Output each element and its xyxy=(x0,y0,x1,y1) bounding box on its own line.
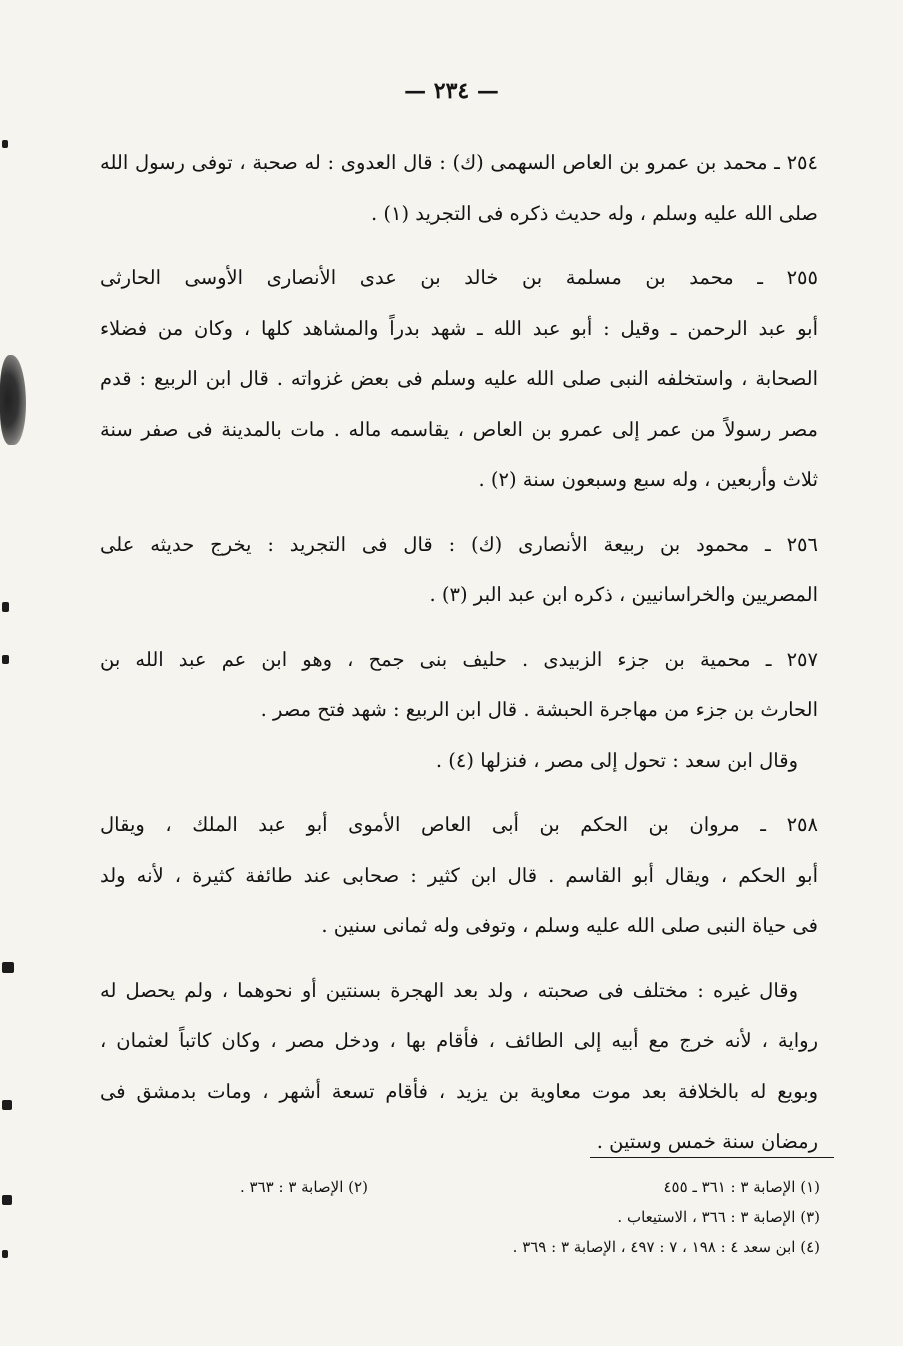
entry-254 xyxy=(100,138,818,239)
text-line: وبويع له بالخلافة بعد موت معاوية بن يزيد ، فأقام تسعة أشهر ، ومات بدمشق فى xyxy=(100,1079,818,1103)
footnote-row xyxy=(240,1232,820,1262)
text-line: الحارث بن جزء من مهاجرة الحبشة . قال ابن الربيع : شهد فتح مصر . xyxy=(260,698,818,721)
entry-255 xyxy=(100,253,818,506)
ink-blot xyxy=(0,355,26,445)
body-text xyxy=(100,138,818,1168)
margin-mark xyxy=(2,602,9,612)
text-line: صلى الله عليه وسلم ، وله حديث ذكره فى التجريد (١) . xyxy=(371,201,818,225)
text-line: وقال غيره : مختلف فى صحبته ، ولد بعد الهجرة بسنتين أو نحوهما ، ولم يحصل له xyxy=(100,978,798,1002)
footnote-3: (٣) الإصابة ٣ : ٣٦٦ ، الاستيعاب . xyxy=(617,1208,820,1226)
text-line: أبو عبد الرحمن ـ وقيل : أبو عبد الله ـ شهد بدراً والمشاهد كلها ، وكان من فضلاء xyxy=(100,316,818,340)
text-line: فى حياة النبى صلى الله عليه وسلم ، وتوفى وله ثمانى سنين . xyxy=(321,914,818,937)
text-line: رمضان سنة خمس وستين . xyxy=(596,1130,818,1153)
margin-mark xyxy=(2,140,8,148)
footnotes xyxy=(240,1172,820,1262)
text-line: ثلاث وأربعين ، وله سبع وسبعون سنة (٢) . xyxy=(478,468,818,491)
margin-mark xyxy=(2,962,14,973)
text-line: ٢٥٦ ـ محمود بن ربيعة الأنصارى (ك) : قال فى التجريد : يخرج حديثه على xyxy=(100,532,818,556)
entry-257 xyxy=(100,635,818,787)
footnote-row xyxy=(240,1172,820,1202)
text-line: وقال ابن سعد : تحول إلى مصر ، فنزلها (٤) . xyxy=(435,748,798,772)
text-line: ٢٥٨ ـ مروان بن الحكم بن أبى العاص الأموى أبو عبد الملك ، ويقال xyxy=(100,813,818,836)
footnote-row xyxy=(240,1202,820,1232)
text-line: مصر رسولاً من عمر إلى عمرو بن العاص ، يقاسمه ماله . مات بالمدينة فى صفر سنة xyxy=(100,417,818,441)
entry-256 xyxy=(100,520,818,621)
margin-mark xyxy=(2,1250,8,1258)
entry-258 xyxy=(100,800,818,952)
text-line: ٢٥٤ ـ محمد بن عمرو بن العاص السهمى (ك) : قال العدوى : له صحبة ، توفى رسول الله xyxy=(100,151,818,174)
footnote-4: (٤) ابن سعد ٤ : ١٩٨ ، ٧ : ٤٩٧ ، الإصابة ٣ : ٣٦٩ . xyxy=(512,1238,820,1256)
footnote-2: (٢) الإصابة ٣ : ٣٦٣ . xyxy=(240,1178,368,1196)
margin-mark xyxy=(2,1195,12,1205)
text-line: الصحابة ، واستخلفه النبى صلى الله عليه وسلم فى بعض غزواته . قال ابن الربيع : قدم xyxy=(100,367,818,390)
footnote-1: (١) الإصابة ٣ : ٣٦١ ـ ٤٥٥ xyxy=(663,1178,820,1196)
text-line: المصريين والخراسانيين ، ذكره ابن عبد البر (٣) . xyxy=(429,583,818,606)
text-line: رواية ، لأنه خرج مع أبيه إلى الطائف ، فأقام بها ، ودخل مصر ، وكان كاتباً لعثمان ، xyxy=(100,1029,818,1052)
text-line: ٢٥٧ ـ محمية بن جزء الزبيدى . حليف بنى جمح ، وهو ابن عم عبد الله بن xyxy=(100,647,818,671)
margin-mark xyxy=(2,1100,12,1110)
margin-mark xyxy=(2,655,9,664)
text-line: ٢٥٥ ـ محمد بن مسلمة بن خالد بن عدى الأنصارى الأوسى الحارثى xyxy=(100,266,818,289)
entry-258-continued xyxy=(100,966,818,1168)
text-line: أبو الحكم ، ويقال أبو القاسم . قال ابن كثير : صحابى عند طائفة كثيرة ، لأنه ولد xyxy=(100,863,818,887)
footnote-divider xyxy=(590,1157,834,1158)
page-number: — ٢٣٤ — xyxy=(404,78,499,104)
